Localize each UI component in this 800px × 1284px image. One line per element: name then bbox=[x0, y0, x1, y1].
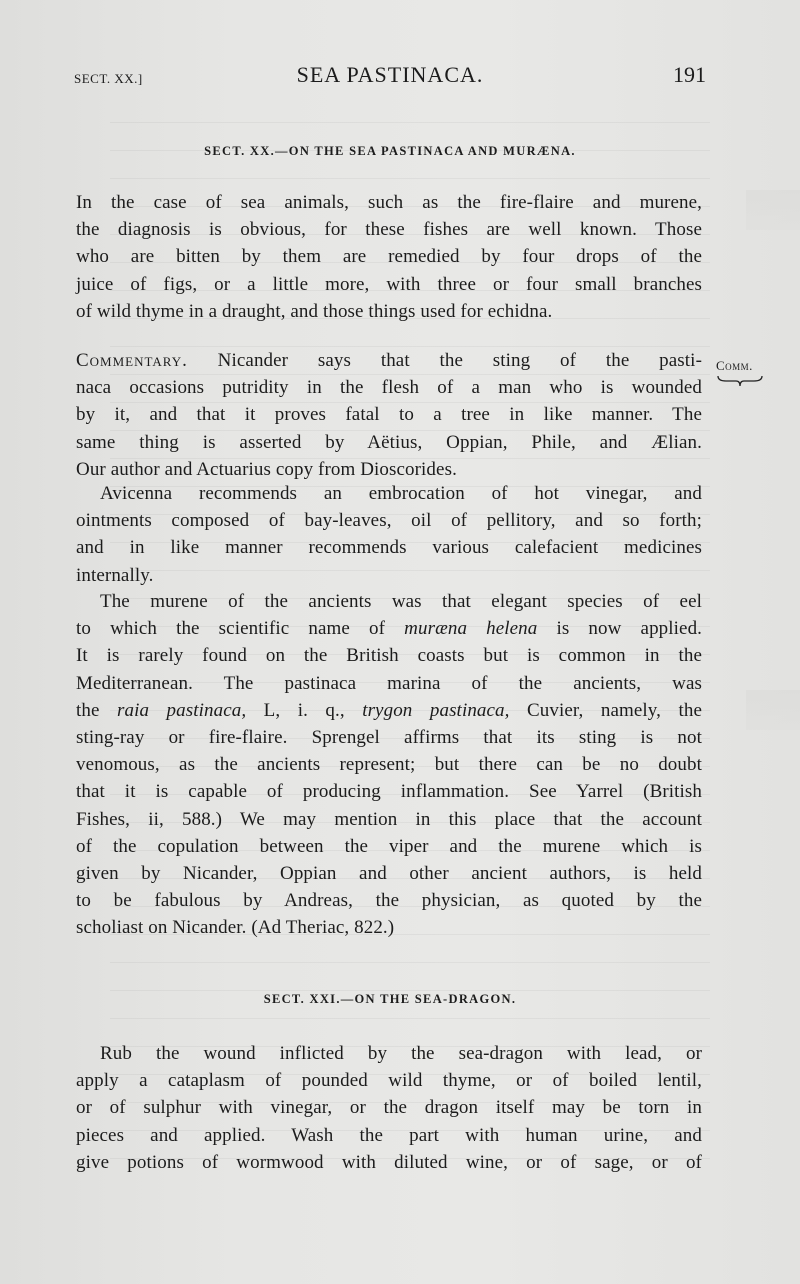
running-header-title: SEA PASTINACA. bbox=[296, 62, 484, 87]
text-line: sting-ray or fire-flaire. Sprengel affirms that its sting is not bbox=[76, 726, 702, 748]
text-line: who are bitten by them are remedied by four drops of the bbox=[76, 246, 702, 268]
running-header-section: SECT. XX.] bbox=[74, 71, 143, 86]
text-line: ointments composed of bay-leaves, oil of pellitory, and so forth; bbox=[76, 510, 702, 532]
text-line bbox=[76, 615, 702, 642]
text-line: The murene of the ancients was that elegant species of eel bbox=[100, 591, 702, 612]
avicenna-paragraph bbox=[76, 480, 702, 589]
adjacent-page-edge bbox=[746, 690, 800, 730]
text-line: Our author and Actuarius copy from Dioscorides. bbox=[76, 458, 457, 480]
section-20-paragraph-1 bbox=[76, 189, 702, 325]
text-line: scholiast on Nicander. (Ad Theriac, 822.) bbox=[76, 917, 395, 939]
text-line: Avicenna recommends an embrocation of hot vinegar, and bbox=[100, 483, 702, 504]
text-line: Rub the wound inflicted by the sea-dragon with lead, or bbox=[100, 1043, 702, 1064]
text-line: In the case of sea animals, such as the fire-flaire and murene, bbox=[76, 192, 702, 213]
page-number: 191 bbox=[673, 62, 706, 87]
margin-note-comm: Comm. bbox=[716, 358, 753, 373]
commentary-label: Commentary. bbox=[76, 350, 188, 371]
text-line bbox=[76, 697, 702, 724]
text-line: pieces and applied. Wash the part with human urine, and bbox=[76, 1124, 702, 1146]
text-span: the bbox=[76, 699, 117, 721]
text-span: is now applied. bbox=[537, 618, 703, 640]
murene-paragraph bbox=[76, 588, 702, 941]
text-line: and in like manner recommends various calefacient medicines bbox=[76, 537, 702, 559]
text-line: same thing is asserted by Aëtius, Oppian, Phile, and Ælian. bbox=[76, 431, 702, 453]
section-21-heading: SECT. XXI.—ON THE SEA-DRAGON. bbox=[263, 992, 517, 1006]
margin-brace-icon bbox=[716, 374, 764, 388]
text-line: It is rarely found on the British coasts but is common in the bbox=[76, 645, 702, 667]
text-line: apply a cataplasm of pounded wild thyme, or of boiled lentil, bbox=[76, 1070, 702, 1092]
commentary-line-text: Nicander says that the sting of the pasti- bbox=[187, 350, 702, 371]
text-line: Fishes, ii, 588.) We may mention in this place that the account bbox=[76, 808, 702, 830]
commentary-paragraph bbox=[76, 347, 702, 483]
text-line: of wild thyme in a draught, and those things used for echidna. bbox=[76, 300, 553, 322]
text-span: L, i. q., bbox=[246, 699, 363, 721]
running-header bbox=[74, 62, 706, 92]
text-line: or of sulphur with vinegar, or the dragon itself may be torn in bbox=[76, 1097, 702, 1119]
species-name: trygon pastinaca, bbox=[362, 699, 510, 721]
text-span: Cuvier, namely, the bbox=[509, 699, 702, 721]
text-line: by it, and that it proves fatal to a tree in like manner. The bbox=[76, 404, 702, 426]
text-line: naca occasions putridity in the flesh of a man who is wounded bbox=[76, 377, 702, 399]
section-20-heading: SECT. XX.—ON THE SEA PASTINACA AND MURÆNA. bbox=[204, 144, 576, 158]
species-name: muræna helena bbox=[404, 618, 538, 640]
text-line: that it is capable of producing inflammation. See Yarrel (British bbox=[76, 781, 702, 803]
text-line: of the copulation between the viper and the murene which is bbox=[76, 835, 702, 857]
adjacent-page-edge bbox=[746, 190, 800, 230]
text-line: to be fabulous by Andreas, the physician, as quoted by the bbox=[76, 890, 702, 912]
text-line: give potions of wormwood with diluted wine, or of sage, or of bbox=[76, 1151, 702, 1173]
species-name: raia pastinaca, bbox=[117, 699, 247, 721]
text-line: internally. bbox=[76, 564, 154, 586]
text-span: to which the scientific name of bbox=[76, 618, 405, 640]
text-line bbox=[76, 347, 702, 374]
text-line: juice of figs, or a little more, with three or four small branches bbox=[76, 273, 702, 295]
text-line: venomous, as the ancients represent; but there can be no doubt bbox=[76, 754, 702, 776]
text-line: Mediterranean. The pastinaca marina of the ancients, was bbox=[76, 672, 702, 694]
text-line: given by Nicander, Oppian and other ancient authors, is held bbox=[76, 862, 702, 884]
text-line: the diagnosis is obvious, for these fishes are well known. Those bbox=[76, 219, 702, 241]
section-21-paragraph bbox=[76, 1040, 702, 1176]
